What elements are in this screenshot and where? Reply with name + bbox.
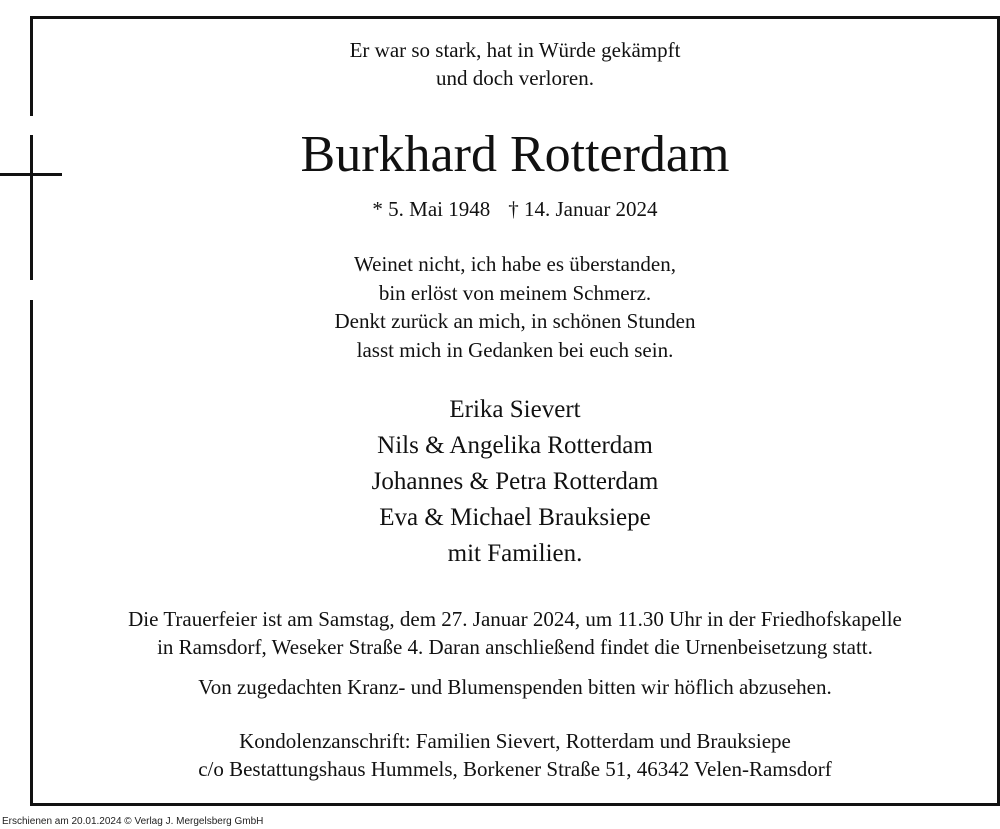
mourner-name: mit Familien. bbox=[447, 540, 583, 567]
mourner-name: Erika Sievert bbox=[449, 396, 581, 423]
poem-line: bin erlöst von meinem Schmerz. bbox=[378, 280, 652, 305]
mourner-name: Eva & Michael Brauksiepe bbox=[379, 504, 651, 531]
mourner-name: Nils & Angelika Rotterdam bbox=[377, 432, 653, 459]
condolence-line: c/o Bestattungshaus Hummels, Borkener Straße 51, 46342 Velen-Ramsdorf bbox=[198, 757, 832, 781]
ceremony-line: Die Trauerfeier ist am Samstag, dem 27. Januar 2024, um 11.30 Uhr in der Friedhofskapelle bbox=[128, 607, 902, 631]
publication-footer: Erschienen am 20.01.2024 © Verlag J. Mergelsberg GmbH bbox=[2, 816, 264, 827]
condolence-line: Kondolenzanschrift: Familien Sievert, Rotterdam und Brauksiepe bbox=[239, 729, 791, 753]
deceased-name: Burkhard Rotterdam bbox=[300, 126, 730, 183]
flowers-note: Von zugedachten Kranz- und Blumenspenden bitten wir höflich abzusehen. bbox=[198, 675, 832, 699]
frame-border-bottom bbox=[30, 803, 1000, 806]
condolence-address bbox=[33, 727, 997, 783]
poem-line: lasst mich in Gedanken bei euch sein. bbox=[356, 337, 674, 362]
ceremony-info bbox=[33, 605, 997, 661]
birth-date: * 5. Mai 1948 bbox=[372, 197, 491, 221]
life-dates bbox=[33, 195, 997, 223]
motto bbox=[33, 36, 997, 92]
motto-line: Er war so stark, hat in Würde gekämpft bbox=[349, 38, 681, 62]
ceremony-line: in Ramsdorf, Weseker Straße 4. Daran anschließend findet die Urnenbeisetzung statt. bbox=[157, 635, 873, 659]
mourner-name: Johannes & Petra Rotterdam bbox=[371, 468, 659, 495]
poem bbox=[33, 250, 997, 364]
poem-line: Denkt zurück an mich, in schönen Stunden bbox=[334, 309, 696, 333]
frame-border-top bbox=[30, 16, 1000, 19]
motto-line: und doch verloren. bbox=[435, 66, 595, 90]
poem-line: Weinet nicht, ich habe es überstanden, bbox=[354, 252, 676, 276]
mourners-list bbox=[33, 392, 997, 572]
death-date: † 14. Januar 2024 bbox=[508, 197, 658, 221]
